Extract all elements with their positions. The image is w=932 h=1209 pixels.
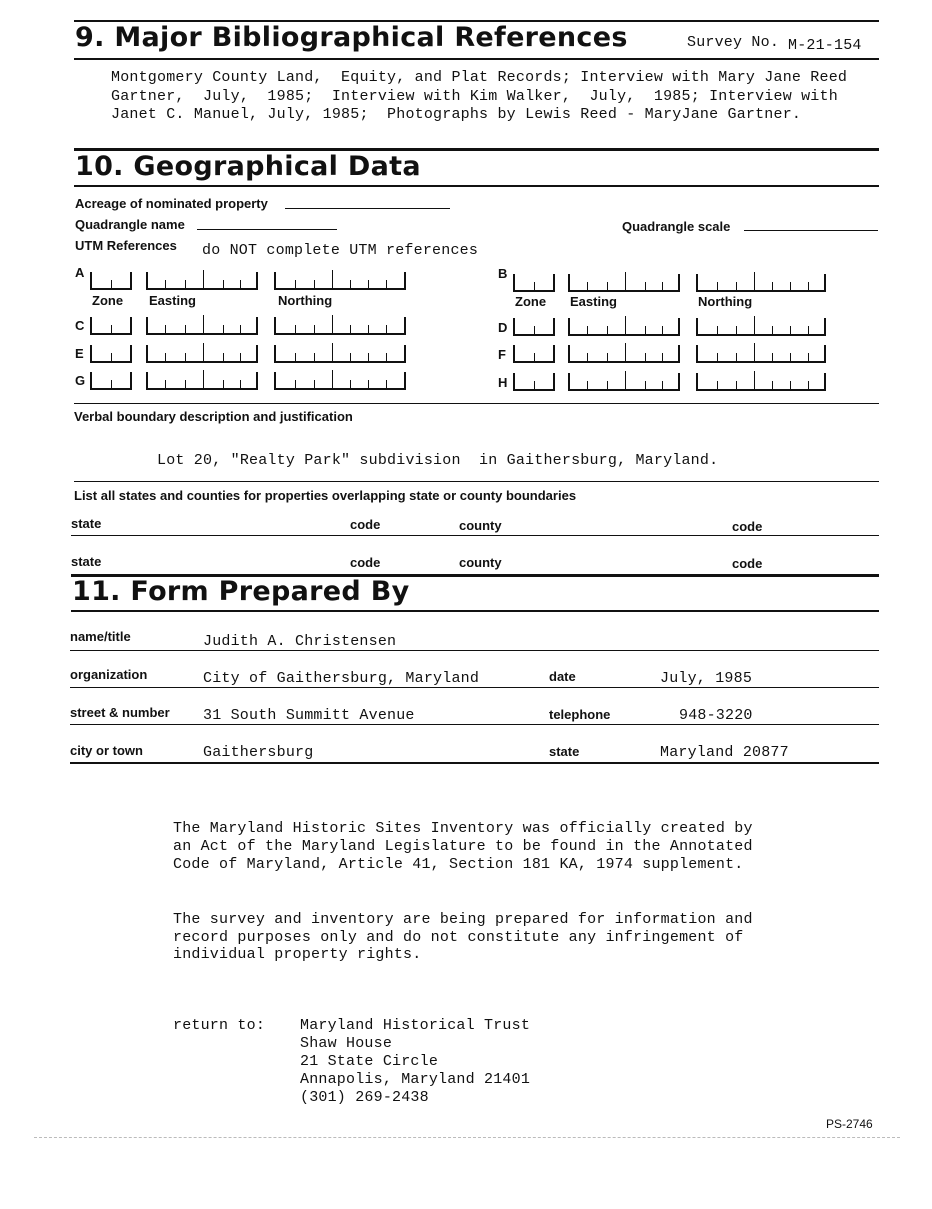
organization-label: organization: [70, 667, 148, 682]
date-value[interactable]: July, 1985: [660, 670, 753, 687]
street-row-line: [70, 724, 879, 725]
utm-references-label: UTM References: [75, 238, 177, 253]
notice-para1-line1: The Maryland Historic Sites Inventory was officially created by: [173, 820, 753, 837]
utm-f-northing[interactable]: [696, 345, 826, 363]
utm-e-easting[interactable]: [146, 345, 258, 363]
section11-end-rule: [70, 762, 879, 764]
code-label-2: code: [350, 555, 381, 570]
organization-row-line: [70, 687, 879, 688]
bibliography-line-3: Janet C. Manuel, July, 1985; Photographs by Lewis Reed - MaryJane Gartner.: [111, 106, 802, 123]
verbal-boundary-text: Lot 20, "Realty Park" subdivision in Gaithersburg, Maryland.: [157, 452, 719, 469]
telephone-label: telephone: [549, 707, 611, 722]
overlap-list-label: List all states and counties for properties overlapping state or county boundaries: [74, 488, 577, 503]
return-line-4: Annapolis, Maryland 21401: [300, 1071, 531, 1088]
county-label-2: county: [459, 555, 502, 570]
utm-note: do NOT complete UTM references: [202, 242, 479, 259]
utm-row-label-d: D: [498, 320, 508, 335]
notice-para2-line2: record purposes only and do not constitute any infringement of: [173, 929, 744, 946]
utm-row-label-h: H: [498, 375, 508, 390]
utm-h-zone[interactable]: [513, 373, 555, 391]
page-bottom-edge: [34, 1137, 900, 1138]
utm-b-northing[interactable]: [696, 274, 826, 292]
quad-name-label: Quadrangle name: [75, 217, 185, 232]
utm-easting-label-b: Easting: [570, 294, 617, 309]
state-label: state: [549, 744, 580, 759]
verbal-divider: [74, 481, 879, 482]
utm-northing-label-b: Northing: [698, 294, 753, 309]
notice-para1-line3: Code of Maryland, Article 41, Section 181 KA, 1974 supplement.: [173, 856, 744, 873]
utm-g-northing[interactable]: [274, 372, 406, 390]
utm-f-easting[interactable]: [568, 345, 680, 363]
return-line-2: Shaw House: [300, 1035, 393, 1052]
section10-title: 10. Geographical Data: [75, 151, 421, 182]
survey-number: M-21-154: [788, 37, 862, 54]
organization-value[interactable]: City of Gaithersburg, Maryland: [203, 670, 480, 687]
utm-d-northing[interactable]: [696, 318, 826, 336]
utm-northing-label-a: Northing: [278, 293, 333, 308]
county-code-label-1: code: [732, 519, 763, 534]
quad-scale-label: Quadrangle scale: [622, 219, 731, 234]
utm-a-easting[interactable]: [146, 272, 258, 290]
city-value[interactable]: Gaithersburg: [203, 744, 314, 761]
utm-g-zone[interactable]: [90, 372, 132, 390]
utm-g-easting[interactable]: [146, 372, 258, 390]
form-id: PS-2746: [826, 1117, 873, 1131]
county-label-1: county: [459, 518, 502, 533]
utm-h-easting[interactable]: [568, 373, 680, 391]
utm-row-label-b: B: [498, 266, 508, 281]
utm-h-northing[interactable]: [696, 373, 826, 391]
utm-a-northing[interactable]: [274, 272, 406, 290]
state-label-2: state: [71, 554, 102, 569]
section11-bottom-rule: [71, 610, 879, 612]
utm-zone-label-a: Zone: [92, 293, 124, 308]
section11-title: 11. Form Prepared By: [72, 576, 410, 607]
section10-bottom-rule: [74, 185, 879, 187]
utm-easting-label-a: Easting: [149, 293, 196, 308]
name-title-value[interactable]: Judith A. Christensen: [203, 633, 397, 650]
utm-a-zone[interactable]: [90, 272, 132, 290]
utm-f-zone[interactable]: [513, 345, 555, 363]
return-to-label: return to:: [173, 1017, 266, 1034]
quad-name-field-line[interactable]: [197, 229, 337, 230]
utm-zone-label-b: Zone: [515, 294, 547, 309]
section9-title: 9. Major Bibliographical References: [75, 22, 628, 53]
bibliography-line-2: Gartner, July, 1985; Interview with Kim Walker, July, 1985; Interview with: [111, 88, 838, 105]
acreage-label: Acreage of nominated property: [75, 196, 268, 211]
return-line-5: (301) 269-2438: [300, 1089, 429, 1106]
utm-e-zone[interactable]: [90, 345, 132, 363]
state-row-1-line[interactable]: [71, 535, 879, 536]
utm-row-label-c: C: [75, 318, 85, 333]
utm-b-easting[interactable]: [568, 274, 680, 292]
utm-e-northing[interactable]: [274, 345, 406, 363]
quad-scale-field-line[interactable]: [744, 230, 878, 231]
notice-para1-line2: an Act of the Maryland Legislature to be found in the Annotated: [173, 838, 753, 855]
date-label: date: [549, 669, 576, 684]
state-value[interactable]: Maryland 20877: [660, 744, 789, 761]
verbal-boundary-label: Verbal boundary description and justification: [74, 409, 353, 424]
notice-para2-line1: The survey and inventory are being prepared for information and: [173, 911, 753, 928]
utm-row-label-e: E: [75, 346, 84, 361]
utm-c-northing[interactable]: [274, 317, 406, 335]
utm-row-label-f: F: [498, 347, 506, 362]
survey-label: Survey No.: [687, 34, 780, 51]
county-code-label-2: code: [732, 556, 763, 571]
state-label-1: state: [71, 516, 102, 531]
street-label: street & number: [70, 705, 170, 720]
utm-d-zone[interactable]: [513, 318, 555, 336]
utm-c-easting[interactable]: [146, 317, 258, 335]
section9-bottom-rule: [74, 58, 879, 60]
name-row-line: [70, 650, 879, 651]
utm-row-label-a: A: [75, 265, 85, 280]
utm-d-easting[interactable]: [568, 318, 680, 336]
code-label-1: code: [350, 517, 381, 532]
utm-row-label-g: G: [75, 373, 86, 388]
utm-c-zone[interactable]: [90, 317, 132, 335]
return-line-3: 21 State Circle: [300, 1053, 439, 1070]
bibliography-line-1: Montgomery County Land, Equity, and Plat Records; Interview with Mary Jane Reed: [111, 69, 848, 86]
name-title-label: name/title: [70, 629, 131, 644]
acreage-field-line[interactable]: [285, 208, 450, 209]
notice-para2-line3: individual property rights.: [173, 946, 422, 963]
telephone-value[interactable]: 948-3220: [679, 707, 753, 724]
utm-b-zone[interactable]: [513, 274, 555, 292]
utm-divider: [74, 403, 879, 404]
street-value[interactable]: 31 South Summitt Avenue: [203, 707, 415, 724]
return-line-1: Maryland Historical Trust: [300, 1017, 531, 1034]
city-label: city or town: [70, 743, 143, 758]
